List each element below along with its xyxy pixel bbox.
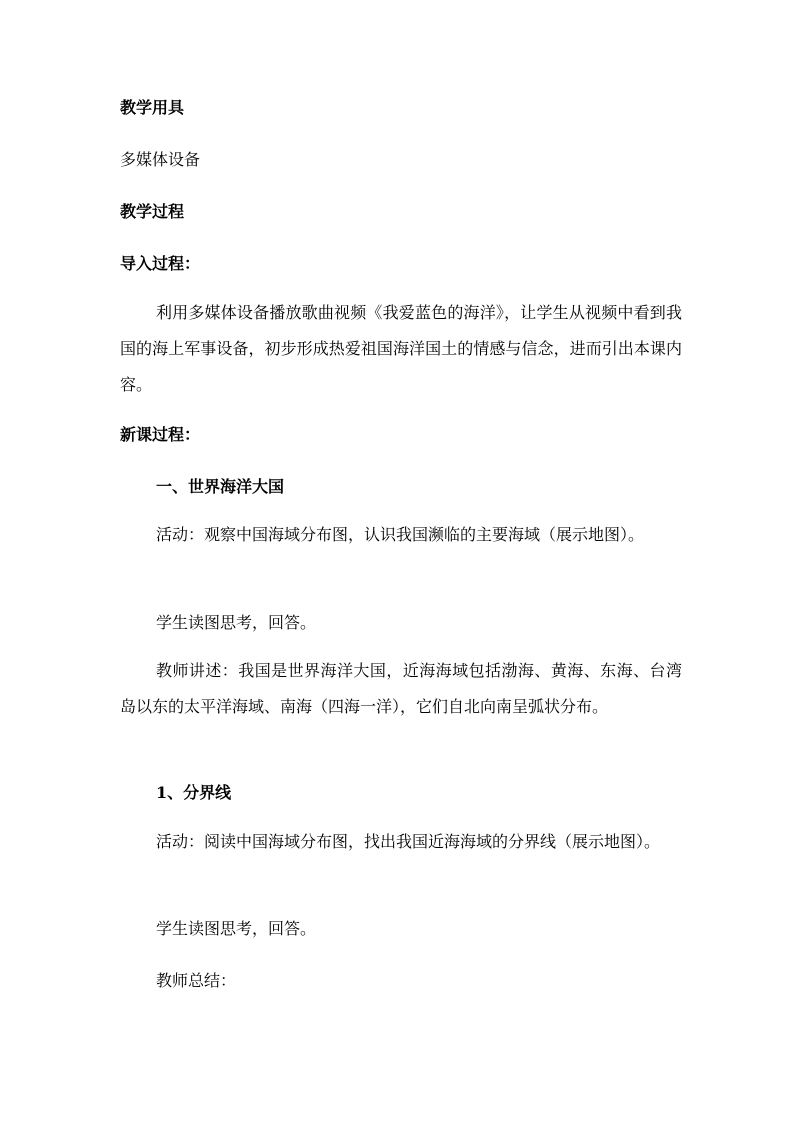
intro-paragraph: 利用多媒体设备播放歌曲视频《我爱蓝色的海洋》，让学生从视频中看到我国的海上军事设备，初步形成热爱祖国海洋国土的情感与信念，进而引出本课内容。	[120, 303, 682, 394]
tools-text: 多媒体设备	[120, 150, 201, 169]
student-1-paragraph: 学生读图思考，回答。	[156, 613, 317, 632]
section-1-heading: 一、世界海洋大国	[156, 477, 285, 496]
heading-teaching-tools: 教学用具	[120, 98, 185, 117]
activity-1-paragraph: 活动：观察中国海域分布图，认识我国濒临的主要海域（展示地图）。	[156, 525, 645, 544]
teacher-summary: 教师总结：	[156, 971, 237, 990]
teacher-1-paragraph: 教师讲述：我国是世界海洋大国，近海海域包括渤海、黄海、东海、台湾岛以东的太平洋海域、南海（四海一洋），它们自北向南呈弧状分布。	[120, 661, 682, 716]
subsection-1-heading: 1、分界线	[156, 783, 232, 802]
new-lesson-heading: 新课过程：	[120, 425, 201, 444]
activity-2-paragraph: 活动：阅读中国海域分布图，找出我国近海海域的分界线（展示地图）。	[156, 832, 661, 851]
student-2-paragraph: 学生读图思考，回答。	[156, 919, 317, 938]
heading-teaching-process: 教学过程	[120, 202, 185, 221]
intro-heading: 导入过程：	[120, 254, 201, 273]
